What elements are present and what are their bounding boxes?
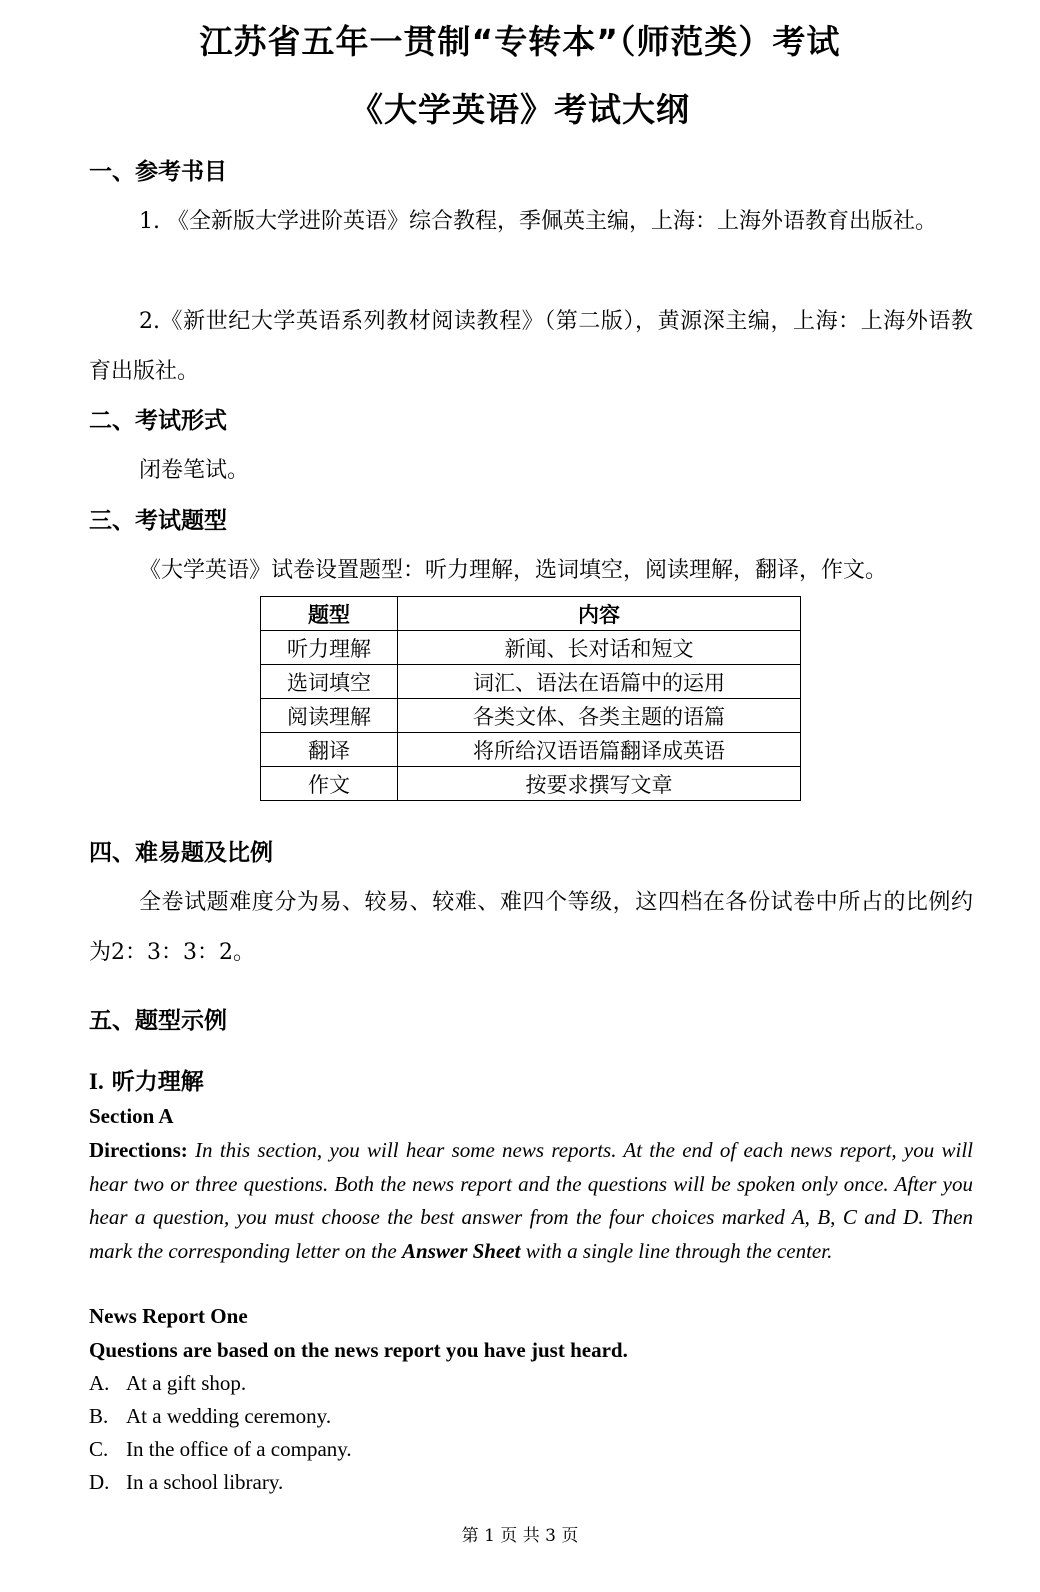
table-row: [261, 665, 801, 699]
reference-item-2: 2.《新世纪大学英语系列教材阅读教程》（第二版），黄源深主编，上海：上海外语教育出版社。: [89, 309, 973, 384]
section-heading-difficulty: 四、难易题及比例: [89, 840, 273, 866]
listening-heading-text: 听力理解: [111, 1069, 204, 1095]
option-letter: D.: [89, 1470, 110, 1494]
option-letter: B.: [89, 1404, 109, 1428]
table-row: [261, 631, 801, 665]
document-title-line2: 《大学英语》考试大纲: [350, 90, 690, 129]
table-cell: 翻译: [261, 733, 398, 767]
section-heading-exam-format: 二、考试形式: [89, 408, 227, 434]
table-cell: 词汇、语法在语篇中的运用: [398, 665, 801, 699]
listening-heading-roman: I.: [89, 1069, 104, 1094]
option-text: At a wedding ceremony.: [126, 1404, 332, 1428]
section-a-label: Section A: [89, 1104, 174, 1128]
table-cell: 阅读理解: [261, 699, 398, 733]
table-row: [261, 767, 801, 801]
table-row: [261, 733, 801, 767]
option-d: [89, 1467, 283, 1497]
table-header-cell: 内容: [398, 597, 801, 631]
answer-sheet-emphasis: Answer Sheet: [402, 1238, 521, 1263]
option-text: In the office of a company.: [126, 1437, 352, 1461]
question-types-table: [260, 596, 801, 801]
table-cell: 按要求撰写文章: [398, 767, 801, 801]
option-b: [89, 1401, 331, 1431]
directions-paragraph: [89, 1134, 973, 1268]
page-footer: 第 1 页 共 3 页: [461, 1526, 579, 1546]
option-text: At a gift shop.: [126, 1371, 247, 1395]
difficulty-text: 全卷试题难度分为易、较易、较难、难四个等级，这四档在各份试卷中所占的比例约为2：3：3：2。: [89, 890, 973, 965]
table-row: [261, 699, 801, 733]
table-cell: 新闻、长对话和短文: [398, 631, 801, 665]
reference-item-1: 1. 《全新版大学进阶英语》综合教程，季佩英主编，上海：上海外语教育出版社。: [139, 209, 937, 234]
table-cell: 将所给汉语语篇翻译成英语: [398, 733, 801, 767]
question-types-text: 《大学英语》试卷设置题型：听力理解，选词填空，阅读理解，翻译，作文。: [139, 558, 888, 583]
section-heading-references: 一、参考书目: [89, 159, 227, 185]
directions-text-part2: with a single line through the center.: [525, 1238, 833, 1263]
option-c: [89, 1434, 352, 1464]
section-heading-examples: 五、题型示例: [89, 1008, 227, 1034]
option-letter: C.: [89, 1437, 109, 1461]
table-cell: 选词填空: [261, 665, 398, 699]
listening-heading: [89, 1067, 204, 1097]
directions-text-part1: In this section, you will hear some news reports. At the end of each news report, you will hear two or three questions. Both the news report and the questions will be spoken only once. After you hear a question, you must choose the best answer from the four choices marked A, B, C and D. Then mark the corresponding letter on the: [89, 1138, 973, 1263]
section-heading-question-types: 三、考试题型: [89, 508, 227, 534]
option-letter: A.: [89, 1371, 110, 1395]
document-title-line1: 江苏省五年一贯制“专转本”（师范类）考试: [199, 22, 841, 61]
option-a: [89, 1368, 246, 1398]
directions-text: [89, 1138, 973, 1263]
table-header-cell: 题型: [261, 597, 398, 631]
news-report-label: News Report One: [89, 1304, 248, 1328]
option-text: In a school library.: [126, 1470, 284, 1494]
directions-label: Directions:: [89, 1138, 188, 1162]
table-cell: 各类文体、各类主题的语篇: [398, 699, 801, 733]
table-cell: 作文: [261, 767, 398, 801]
questions-note: Questions are based on the news report you have just heard.: [89, 1338, 628, 1362]
exam-format-text: 闭卷笔试。: [139, 458, 250, 483]
table-cell: 听力理解: [261, 631, 398, 665]
table-header-row: [261, 597, 801, 631]
